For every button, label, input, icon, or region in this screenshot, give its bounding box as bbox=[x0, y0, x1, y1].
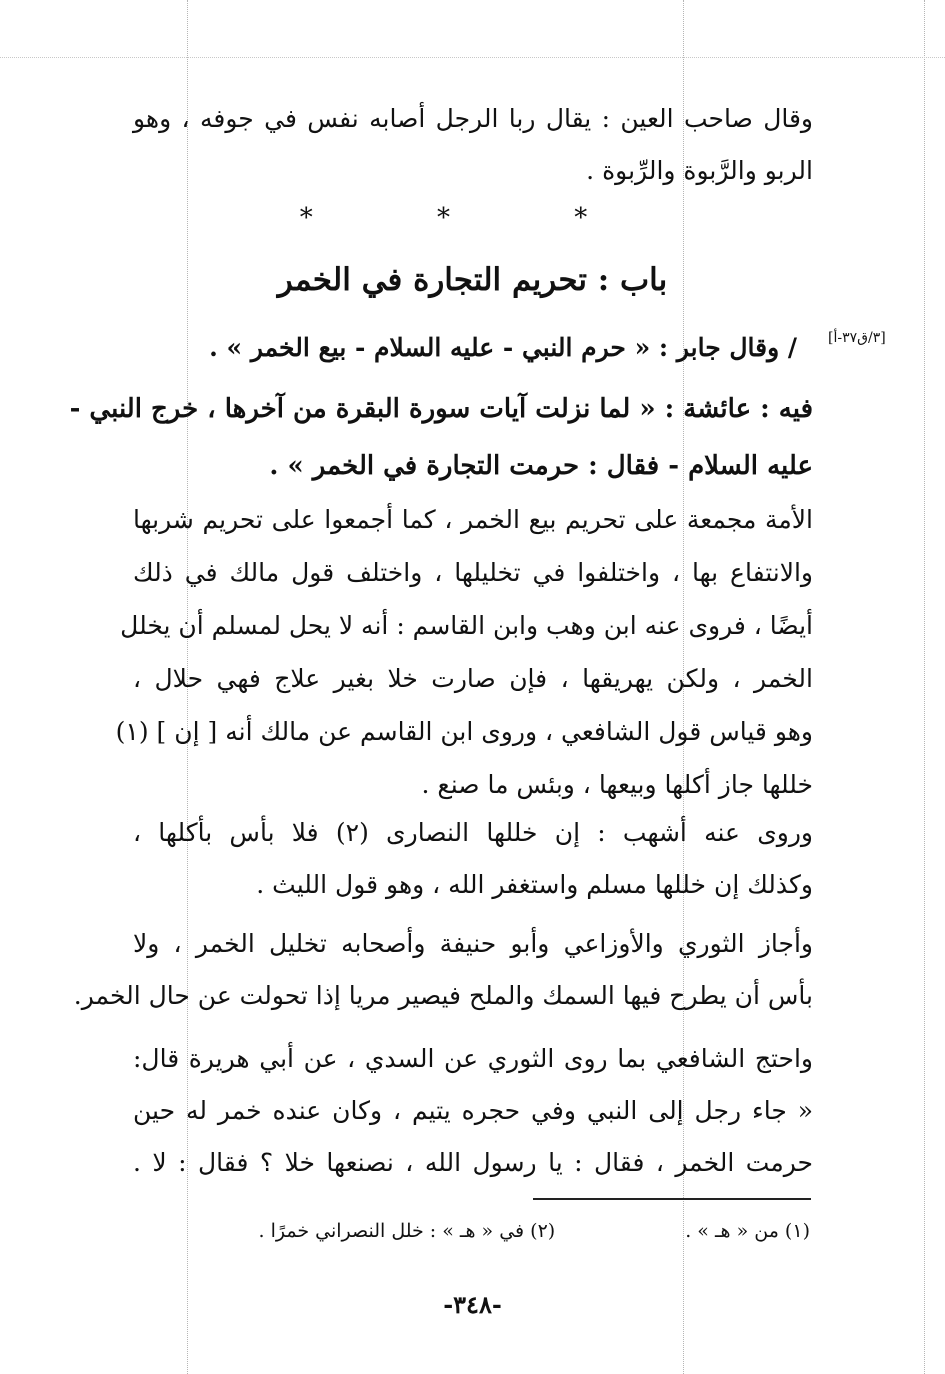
text-line: فيه : عائشة : « لما نزلت آيات سورة البقرة من آخرها ، خرج النبي - bbox=[69, 394, 813, 424]
scan-guide-line bbox=[0, 57, 945, 58]
hadith-aisha bbox=[69, 383, 813, 492]
text-line: « جاء رجل إلى النبي وفي حجره يتيم ، وكان عنده خمر له حين bbox=[133, 1096, 813, 1125]
text-line: بأس أن يطرح فيها السمك والملح فيصير مريا إذا تحولت عن حال الخمر. bbox=[73, 981, 813, 1010]
paragraph-shafii bbox=[133, 1033, 813, 1189]
text-line: عليه السلام - فقال : حرمت التجارة في الخمر » . bbox=[269, 451, 813, 481]
footnote-separator bbox=[533, 1198, 811, 1200]
paragraph-umma bbox=[115, 493, 813, 811]
text-line: حرمت الخمر ، فقال : يا رسول الله ، نصنعها خلا ؟ فقال : لا . bbox=[133, 1148, 813, 1177]
paragraph-ain bbox=[133, 93, 813, 197]
paragraph-thawri bbox=[73, 918, 813, 1022]
text-line: / وقال جابر : « حرم النبي - عليه السلام - بيع الخمر » . bbox=[209, 333, 797, 362]
chapter-title: باب : تحريم التجارة في الخمر bbox=[277, 262, 668, 298]
text-line: خللها جاز أكلها وبيعها ، وبئس ما صنع . bbox=[421, 770, 813, 799]
manuscript-folio-ref: [٣/ق٣٧-أ] bbox=[828, 330, 886, 346]
footnote-2: (٢) في « هـ » : خلل النصراني خمرًا . bbox=[258, 1220, 556, 1242]
footnotes bbox=[134, 1220, 810, 1242]
text-line: واحتج الشافعي بما روى الثوري عن السدي ، عن أبي هريرة قال: bbox=[133, 1044, 813, 1073]
text-line: أيضًا ، فروى عنه ابن وهب وابن القاسم : أنه لا يحل لمسلم أن يخلل bbox=[120, 611, 813, 640]
text-line: الربو والرَّبوة والرِّبوة . bbox=[586, 156, 813, 185]
hadith-jabir bbox=[133, 322, 813, 374]
paragraph-ashhab bbox=[133, 807, 813, 911]
text-line: وقال صاحب العين : يقال ربا الرجل أصابه نفس في جوفه ، وهو bbox=[133, 104, 813, 133]
footnote-1: (١) من « هـ » . bbox=[685, 1220, 810, 1242]
text-line: الخمر ، ولكن يهريقها ، فإن صارت خلا بغير علاج فهي حلال ، bbox=[133, 664, 813, 693]
text-line: وأجاز الثوري والأوزاعي وأبو حنيفة وأصحابه تخليل الخمر ، ولا bbox=[133, 929, 813, 958]
text-line: والانتفاع بها ، واختلفوا في تخليلها ، واختلف قول مالك في ذلك bbox=[133, 558, 813, 587]
page-number: -٣٤٨- bbox=[443, 1290, 502, 1319]
text-line: الأمة مجمعة على تحريم بيع الخمر ، كما أجمعوا على تحريم شربها bbox=[133, 505, 813, 534]
section-separator: * * * bbox=[299, 203, 646, 233]
text-line: وروى عنه أشهب : إن خللها النصارى (٢) فلا بأس بأكلها ، bbox=[133, 818, 813, 847]
text-line: وهو قياس قول الشافعي ، وروى ابن القاسم عن مالك أنه [ إن ] (١) bbox=[115, 717, 813, 746]
text-line: وكذلك إن خللها مسلم واستغفر الله ، وهو قول الليث . bbox=[256, 870, 813, 899]
